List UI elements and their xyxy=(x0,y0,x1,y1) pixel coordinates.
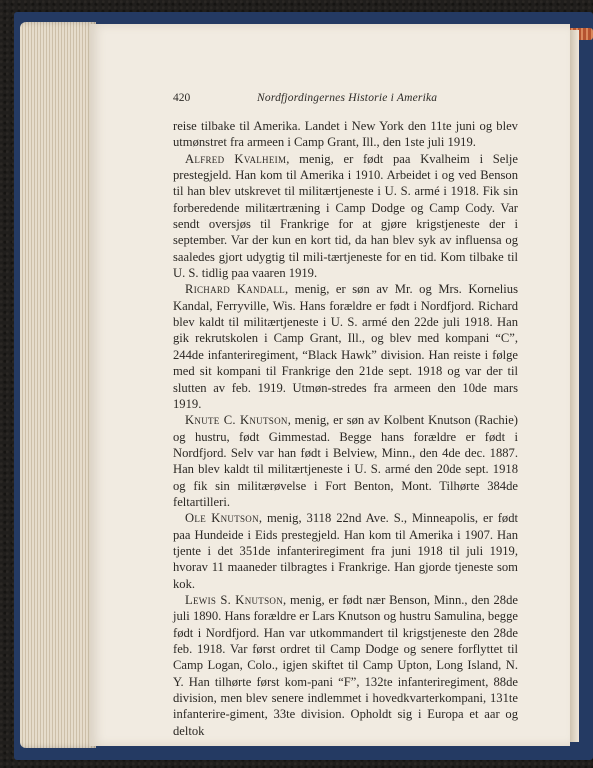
text-line: til juli 1919, hvorav 11 maaneder tilbragtes i Frankrige. Han xyxy=(173,543,518,575)
entry-name: Lewis S. Knutson xyxy=(185,592,283,607)
text-line: juli 1919. xyxy=(427,135,476,150)
text-line: og blev utmønstret fra armeen i Camp Grant, Ill., den 1ste xyxy=(173,119,518,150)
text-line: senere indlemmet i hovedkvarterkompani, 131te infanterire- xyxy=(173,691,518,722)
text-line: 28de juli 1890. Hans forældre er Lars Knutson og hustru xyxy=(173,592,518,624)
text-line: 4de dec. 1887. Han blev kaldt til militærtjeneste i U. S. armé xyxy=(173,445,518,477)
paragraph xyxy=(173,510,518,592)
text-line: er født i Nordfjord. Selv var han født i Belview, Minn., den xyxy=(173,429,518,460)
body-text xyxy=(173,118,518,739)
text-line: født paa Hundeide i Eids prestegjeld. Han kom til Amerika i xyxy=(173,511,519,542)
text-line: giment, 33te division. Opholdt sig i Europa et aar og deltok xyxy=(173,707,518,738)
text-line: i 1918. Fik sin forberedende militærtræning i Camp Dodge xyxy=(173,184,518,215)
text-line: krigstjeneste der i september. Var der kun en kort tid, da xyxy=(173,217,518,248)
text-line: den 20de sept. 1918 og fik sin militærøvelse i Fort Benton, xyxy=(173,462,518,493)
text-line: , menig, 3118 22nd Ave. S., Minneapolis, er xyxy=(258,511,493,526)
paragraph xyxy=(173,592,518,739)
text-line: krigstjeneste den 28de feb. 1918. Var først ordret til Camp xyxy=(173,625,518,656)
entry-name: Alfred Kvalheim xyxy=(185,151,287,166)
entry-name: Knute C. Knutson xyxy=(185,413,288,428)
entry-name: Richard Kandall xyxy=(185,282,286,297)
text-line: tærtjeneste for en tid. Kom tilbake til U. S. tidlig paa vaaren xyxy=(173,249,518,281)
text-line: Benson til han blev utskrevet til militærtjeneste i U. S. armé xyxy=(173,168,518,199)
running-title: Nordfjordingernes Historie i Amerika xyxy=(257,92,438,104)
text-line: Richard blev kaldt til militærtjeneste i U. S. armé den 22de xyxy=(173,298,519,330)
text-line: stredes fra armeen den 10de mars 1919. xyxy=(173,380,518,411)
text-line: prestegjeld. Han kom til Amerika i 1910. Arbeidet i og ved xyxy=(173,168,477,183)
entry-name: Ole Knutson xyxy=(185,511,259,526)
text-line: , menig, er født paa Kvalheim i Selje xyxy=(286,151,518,166)
text-line: gjorde tjeneste som kok. xyxy=(173,560,518,591)
text-line: Samulina, begge født i Nordfjord. Han var utkommandert til xyxy=(173,609,518,640)
text-line: Kandal, Ferryville, Wis. Hans forældre er født i Nordfjord. xyxy=(173,298,475,313)
text-line: han blev syk av influensa og saaledes gjort udygtig til mili- xyxy=(173,233,518,264)
paragraph xyxy=(173,281,518,412)
text-line: Mont. Tilhørte 384de feltartilleri. xyxy=(173,478,518,509)
text-line: til Camp Upton, Long Island, N. Y. Han tilhørte først kom- xyxy=(173,658,518,689)
page-edges xyxy=(20,22,96,748)
text-line: med kompani “C”, 244de infanteriregiment, “Black Hawk” xyxy=(173,331,518,362)
text-line: 1907. Han tjente i det 351de infanteriregiment fra juni 1918 xyxy=(173,527,519,558)
text-line: Dodge og senere forflyttet til Camp Logan, Colo., igjen skiftet xyxy=(173,642,518,673)
text-line: 1919. xyxy=(288,266,318,281)
text-line: , menig, er søn av Kolbent Knutson xyxy=(287,413,471,428)
page-number: 420 xyxy=(173,92,191,104)
text-line: , menig, er født nær Benson, Minn., den xyxy=(283,592,490,607)
text-line: , menig, er søn av Mr. og Mrs. Kornelius xyxy=(285,282,518,297)
paragraph xyxy=(173,118,518,151)
text-line: pani “F”, 132te infanteriregiment, 88de division, men blev xyxy=(173,674,518,706)
paragraph xyxy=(173,412,518,510)
next-page-edge xyxy=(570,30,579,742)
page-header xyxy=(173,92,543,110)
text-line: juli 1918. Han gik rekrutskolen i Camp Grant, Ill., og blev xyxy=(173,315,518,346)
text-line: 21de sept. 1918 og var der til slutten av feb. 1919. Utmøn- xyxy=(173,364,519,395)
text-line: (Rachie) og hustru, født Gimmestad. Begge hans forældre xyxy=(173,413,518,444)
paragraph xyxy=(173,151,518,282)
text-line: division. Han reiste i følge med sit kompani til Frankrige den xyxy=(173,347,518,379)
text-line: reise tilbake til Amerika. Landet i New York den 11te juni xyxy=(173,119,476,133)
text-line: og Camp Cody. Var sendt oversjøs til Frankrige for at gjøre xyxy=(173,200,518,232)
